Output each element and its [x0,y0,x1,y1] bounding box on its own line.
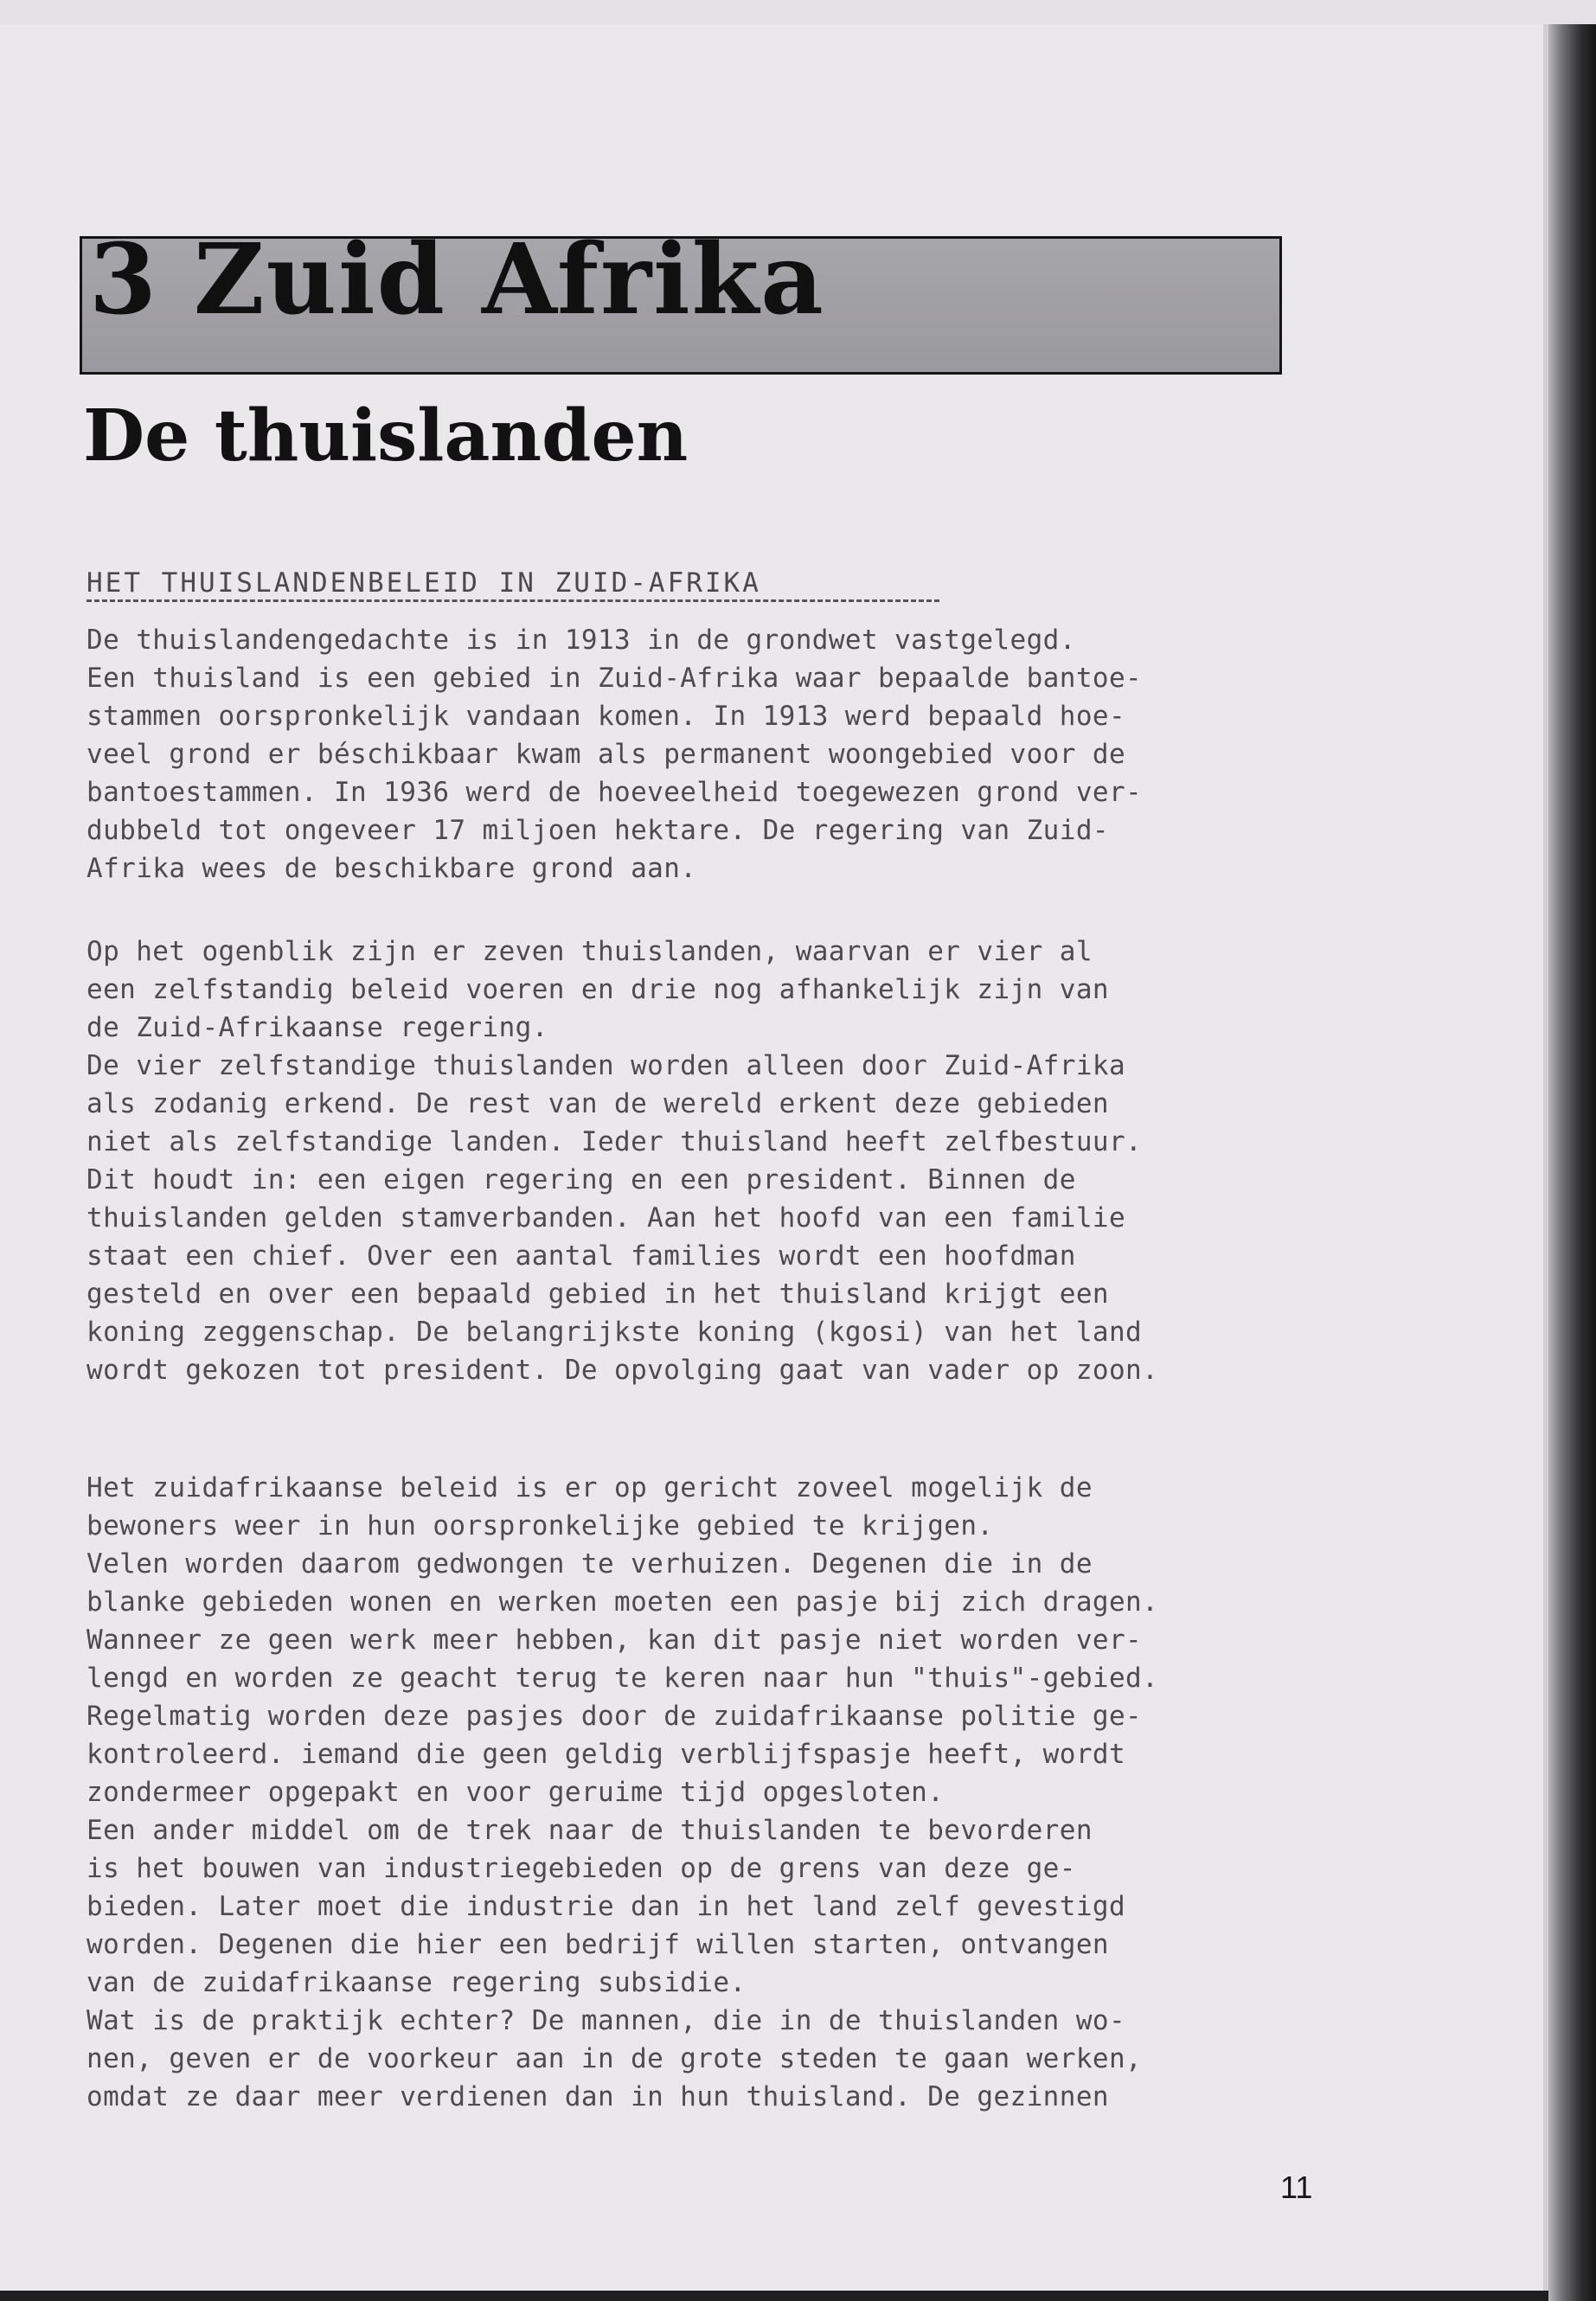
chapter-banner [80,223,1282,375]
paragraph-2: Op het ogenblik zijn er zeven thuislanden, waarvan er vier al een zelfstandig beleid voeren en drie nog afhankelijk zijn van de Zuid-Afrikaanse regering. De vier zelfstandige thuislanden worden alleen door Zuid-Afrika als zodanig erkend. De rest van de wereld erkent deze gebieden niet als zelfstandige landen. Ieder thuisland heeft zelfbestuur. Dit houdt in: een eigen regering en een president. Binnen de thuislanden gelden stamverbanden. Aan het hoofd van een familie staat een chief. Over een aantal families wordt een hoofdman gesteld en over een bepaald gebied in het thuisland krijgt een koning zeggenschap. De belangrijkste koning (kgosi) van het land wordt gekozen tot president. De opvolging gaat van vader op zoon. [87,936,1159,1386]
page-top-strip [0,0,1596,24]
paragraph-3: Het zuidafrikaanse beleid is er op gericht zoveel mogelijk de bewoners weer in hun oorspronkelijke gebied te krijgen. Velen worden daarom gedwongen te verhuizen. Degenen die in de blanke gebieden wonen en werken moeten een pasje bij zich dragen. Wanneer ze geen werk meer hebben, kan dit pasje niet worden ver- lengd en worden ze geacht terug te keren naar hun "thuis"-gebied. Regelmatig worden deze pasjes door de zuidafrikaanse politie ge- kontroleerd. iemand die geen geldig verblijfspasje heeft, wordt zondermeer opgepakt en voor geruime tijd opgesloten. Een ander middel om de trek naar de thuislanden te bevorderen is het bouwen van industriegebieden op de grens van deze ge- bieden. Later moet die industrie dan in het land zelf gevestigd worden. Degenen die hier een bedrijf willen starten, ontvangen van de zuidafrikaanse regering subsidie. Wat is de praktijk echter? De mannen, die in de thuislanden wo- nen, geven er de voorkeur aan in de grote steden te gaan werken, omdat ze daar meer verdienen dan in hun thuisland. De gezinnen [87,1472,1159,2112]
sub-heading: HET THUISLANDENBELEID IN ZUID-AFRIKA [87,567,761,599]
book-page [0,24,1548,2291]
page-number: 11 [1280,2170,1313,2205]
paragraph-1: De thuislandengedachte is in 1913 in de grondwet vastgelegd. Een thuisland is een gebied in Zuid-Afrika waar bepaalde bantoe- stammen oorspronkelijk vandaan komen. In 1913 werd bepaald hoe- veel grond er béschikbaar kwam als permanent woongebied voor de bantoestammen. In 1936 werd de hoeveelheid toegewezen grond ver- dubbeld tot ongeveer 17 miljoen hektare. De regering van Zuid- Afrika wees de beschikbare grond aan. [87,625,1143,884]
sub-heading-underline [87,599,939,602]
section-title: De thuislanden [83,394,689,478]
book-binding-edge [1548,24,1596,2301]
chapter-title: 3 Zuid Afrika [89,223,825,336]
